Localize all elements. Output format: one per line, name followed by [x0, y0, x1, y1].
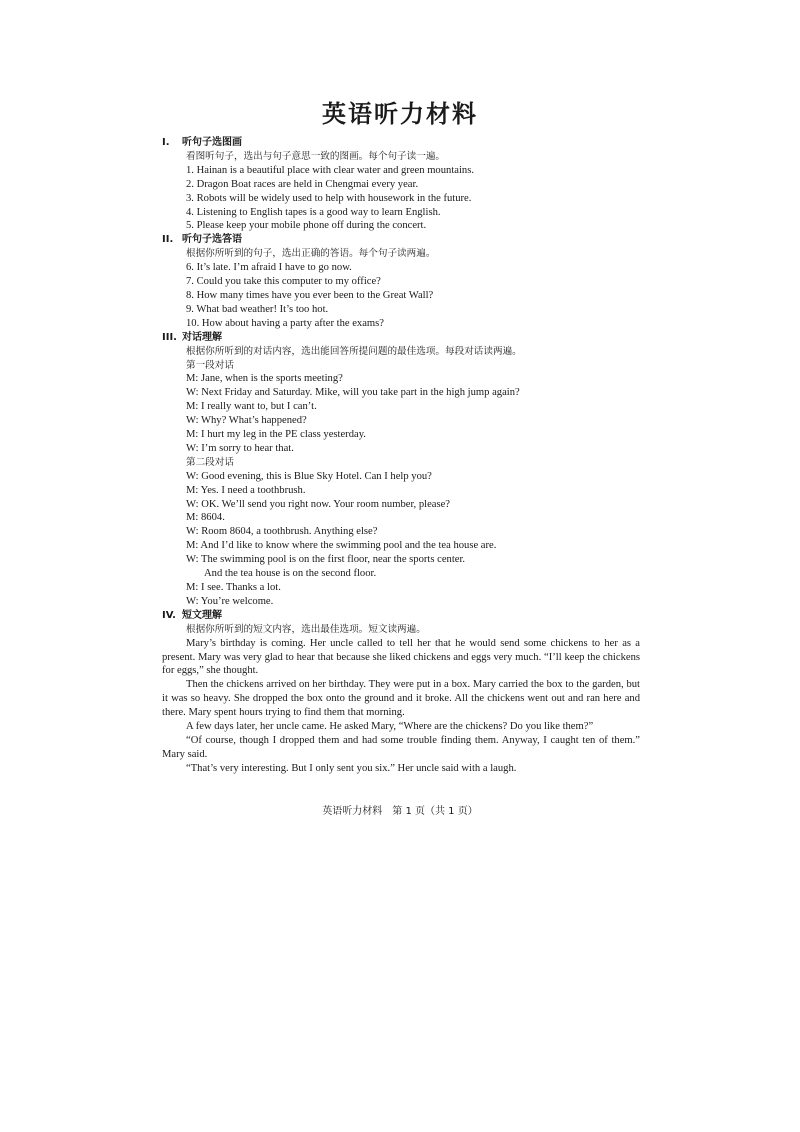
section-heading [162, 609, 640, 623]
section-heading [162, 233, 640, 247]
sentence-item: 8. How many times have you ever been to the Great Wall? [186, 289, 434, 301]
dialogue-line: M: I see. Thanks a lot. [186, 582, 281, 593]
section-3 [162, 331, 640, 609]
passage-paragraph: “Of course, though I dropped them and had some trouble finding them. Anyway, I caught ten of them.” Mary said. [162, 734, 640, 760]
section-1 [162, 136, 640, 233]
dialogue-line: W: OK. We’ll send you right now. Your room number, please? [186, 498, 451, 510]
dialogue-line: W: You’re welcome. [186, 595, 274, 607]
dialogue-line: W: Next Friday and Saturday. Mike, will you take part in the high jump again? [186, 387, 520, 399]
dialogue-line: W: Room 8604, a toothbrush. Anything else? [186, 526, 378, 538]
dialogue-line: W: Good evening, this is Blue Sky Hotel. Can I help you? [186, 470, 432, 482]
dialogue-line: M: Yes. I need a toothbrush. [186, 484, 306, 496]
section-title: 听句子选答语 [182, 234, 242, 246]
passage-paragraph: Then the chickens arrived on her birthday. They were put in a box. Mary carried the box to the garden, but it was so heavy. She dropped the box onto the ground and it broke. All the chickens went out and ran here and there. Mary spent hours trying to find them that morning. [162, 679, 640, 719]
dialogue-line: W: Why? What’s happened? [186, 415, 307, 427]
sentence-item: 4. Listening to English tapes is a good way to learn English. [186, 206, 441, 218]
section-number: III. [162, 331, 177, 343]
sentence-item: 1. Hainan is a beautiful place with clear water and green mountains. [186, 164, 474, 176]
section-title: 短文理解 [182, 609, 222, 621]
section-heading [162, 136, 640, 150]
section-number: II. [162, 234, 174, 246]
section-number: I. [162, 137, 170, 148]
passage-paragraph: Mary’s birthday is coming. Her uncle called to tell her that he would send some chickens to her as a present. Mary was very glad to hear that because she liked chickens and eggs very much. “I’ll keep the chickens for eggs,” she thought. [162, 637, 640, 677]
dialogue-line-continuation: And the tea house is on the second floor. [204, 568, 377, 580]
page-title: 英语听力材料 [322, 99, 478, 128]
section-instruction: 根据你所听到的句子，选出正确的答语。每个句子读两遍。 [186, 248, 436, 260]
section-heading [162, 331, 640, 345]
dialogue-line: M: I hurt my leg in the PE class yesterday. [186, 429, 366, 441]
sentence-item: 7. Could you take this computer to my office? [186, 276, 381, 288]
dialogue-line: W: The swimming pool is on the first floor, near the sports center. [186, 554, 466, 566]
dialogue-line: M: And I’d like to know where the swimming pool and the tea house are. [186, 540, 497, 552]
document-body [162, 136, 640, 776]
dialogue-line: M: 8604. [186, 512, 225, 524]
section-number: IV. [162, 609, 176, 621]
section-2 [162, 233, 640, 330]
sentence-item: 6. It’s late. I’m afraid I have to go now. [186, 262, 352, 274]
section-title: 对话理解 [182, 331, 222, 343]
dialogue-line: M: Jane, when is the sports meeting? [186, 373, 343, 385]
sentence-item: 2. Dragon Boat races are held in Chengmai every year. [186, 178, 419, 190]
dialogue-line: W: I’m sorry to hear that. [186, 442, 294, 454]
section-4 [162, 609, 640, 776]
section-instruction: 根据你所听到的短文内容，选出最佳选项。短文读两遍。 [186, 623, 426, 635]
sentence-item: 5. Please keep your mobile phone off during the concert. [186, 220, 427, 232]
section-title: 听句子选图画 [182, 137, 242, 148]
dialogue-label: 第二段对话 [186, 456, 234, 468]
section-instruction: 根据你所听到的对话内容，选出能回答所提问题的最佳选项。每段对话读两遍。 [186, 345, 522, 357]
passage-paragraph: “That’s very interesting. But I only sent you six.” Her uncle said with a laugh. [186, 762, 517, 774]
sentence-item: 3. Robots will be widely used to help with housework in the future. [186, 192, 472, 204]
sentence-item: 10. How about having a party after the exams? [186, 317, 384, 329]
dialogue-line: M: I really want to, but I can’t. [186, 401, 317, 413]
page-footer: 英语听力材料 第 1 页（共 1 页） [322, 806, 478, 817]
sentence-item: 9. What bad weather! It’s too hot. [186, 303, 329, 315]
dialogue-label: 第一段对话 [186, 359, 234, 371]
section-instruction: 看图听句子，选出与句子意思一致的图画。每个句子读一遍。 [186, 150, 446, 162]
passage-paragraph: A few days later, her uncle came. He asked Mary, “Where are the chickens? Do you like them?” [186, 721, 594, 733]
